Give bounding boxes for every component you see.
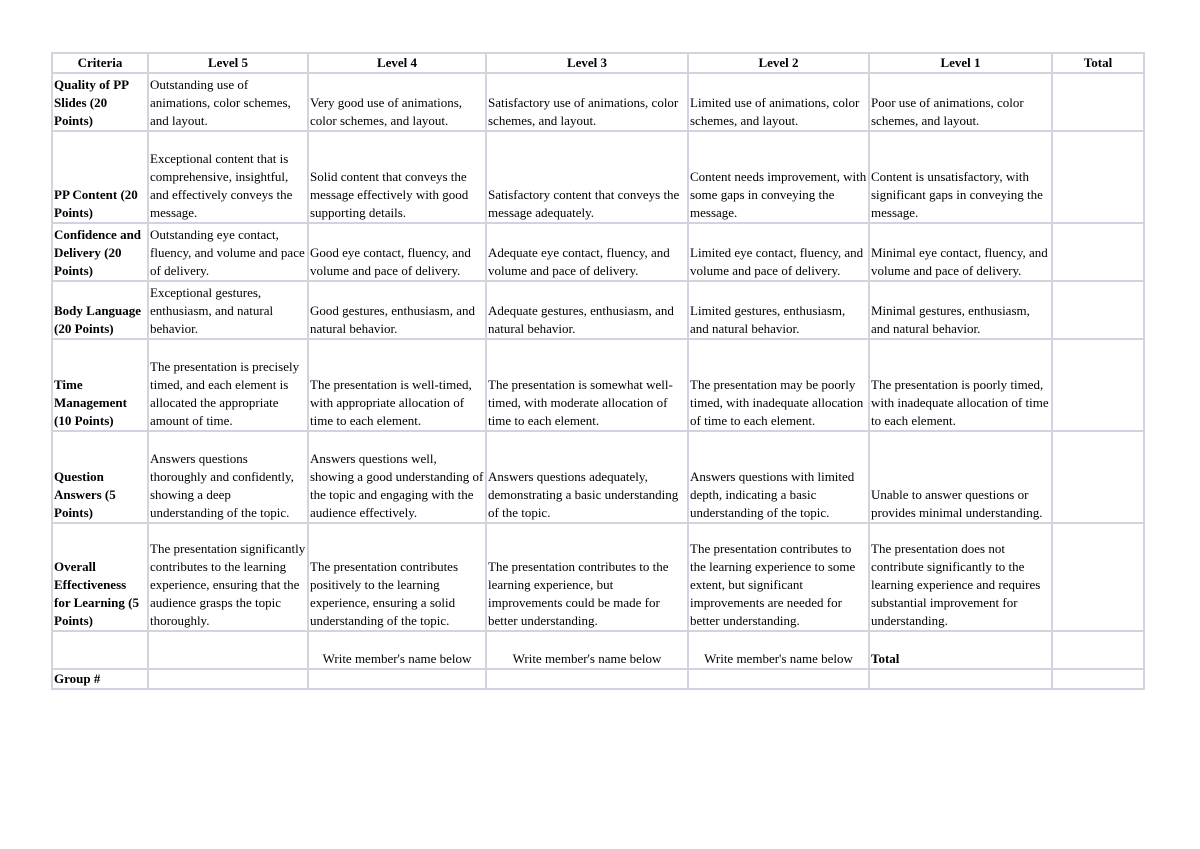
header-level-3: Level 3 [486, 53, 688, 73]
level-2-cell[interactable]: The presentation may be poorly timed, with inadequate allocation of time to each element. [688, 339, 869, 431]
header-row [52, 53, 1144, 73]
level-2-cell[interactable]: Content needs improvement, with some gaps in conveying the message. [688, 131, 869, 223]
header-total: Total [1052, 53, 1144, 73]
level-3-cell[interactable]: The presentation contributes to the learning experience, but improvements could be made for better understanding. [486, 523, 688, 631]
level-5-cell[interactable]: Exceptional gestures, enthusiasm, and natural behavior. [148, 281, 308, 339]
level-4-cell[interactable]: Very good use of animations, color schemes, and layout. [308, 73, 486, 131]
group-row [52, 669, 1144, 689]
level-5-cell[interactable]: Exceptional content that is comprehensive, insightful, and effectively conveys the message. [148, 131, 308, 223]
total-cell[interactable] [1052, 73, 1144, 131]
total-cell[interactable] [1052, 281, 1144, 339]
empty-cell[interactable] [1052, 669, 1144, 689]
member-name-instruction: Write member's name below [688, 631, 869, 669]
level-4-cell[interactable]: Solid content that conveys the message effectively with good supporting details. [308, 131, 486, 223]
member-name-cell[interactable] [148, 669, 308, 689]
member-name-cell[interactable] [688, 669, 869, 689]
level-2-cell[interactable]: Limited eye contact, fluency, and volume and pace of delivery. [688, 223, 869, 281]
member-name-cell[interactable] [308, 669, 486, 689]
level-5-cell[interactable]: The presentation significantly contributes to the learning experience, ensuring that the audience grasps the topic thoroughly. [148, 523, 308, 631]
criteria-cell: Time Management (10 Points) [52, 339, 148, 431]
total-cell[interactable] [1052, 339, 1144, 431]
header-level-5: Level 5 [148, 53, 308, 73]
total-value-cell[interactable] [869, 669, 1052, 689]
criteria-cell: Overall Effectiveness for Learning (5 Points) [52, 523, 148, 631]
level-4-cell[interactable]: Good eye contact, fluency, and volume and pace of delivery. [308, 223, 486, 281]
level-5-cell[interactable]: Outstanding eye contact, fluency, and volume and pace of delivery. [148, 223, 308, 281]
level-3-cell[interactable]: Satisfactory use of animations, color schemes, and layout. [486, 73, 688, 131]
member-name-instruction: Write member's name below [308, 631, 486, 669]
header-level-2: Level 2 [688, 53, 869, 73]
empty-cell[interactable] [52, 631, 148, 669]
level-5-cell[interactable]: Outstanding use of animations, color schemes, and layout. [148, 73, 308, 131]
level-3-cell[interactable]: Satisfactory content that conveys the message adequately. [486, 131, 688, 223]
level-1-cell[interactable]: Content is unsatisfactory, with significant gaps in conveying the message. [869, 131, 1052, 223]
level-3-cell[interactable]: The presentation is somewhat well-timed, with moderate allocation of time to each element. [486, 339, 688, 431]
table-row [52, 339, 1144, 431]
level-2-cell[interactable]: Limited use of animations, color schemes, and layout. [688, 73, 869, 131]
table-row [52, 223, 1144, 281]
level-1-cell[interactable]: Poor use of animations, color schemes, and layout. [869, 73, 1052, 131]
criteria-cell: Question Answers (5 Points) [52, 431, 148, 523]
level-5-cell[interactable]: Answers questions thoroughly and confidently, showing a deep understanding of the topic. [148, 431, 308, 523]
header-level-4: Level 4 [308, 53, 486, 73]
level-4-cell[interactable]: The presentation is well-timed, with appropriate allocation of time to each element. [308, 339, 486, 431]
level-2-cell[interactable]: The presentation contributes to the learning experience to some extent, but significant improvements are needed for better understanding. [688, 523, 869, 631]
group-label: Group # [52, 669, 148, 689]
member-name-cell[interactable] [486, 669, 688, 689]
empty-cell[interactable] [148, 631, 308, 669]
member-names-row [52, 631, 1144, 669]
level-3-cell[interactable]: Adequate eye contact, fluency, and volume and pace of delivery. [486, 223, 688, 281]
level-3-cell[interactable]: Adequate gestures, enthusiasm, and natural behavior. [486, 281, 688, 339]
level-1-cell[interactable]: The presentation does not contribute significantly to the learning experience and requires substantial improvement for understanding. [869, 523, 1052, 631]
level-4-cell[interactable]: The presentation contributes positively to the learning experience, ensuring a solid understanding of the topic. [308, 523, 486, 631]
total-label: Total [869, 631, 1052, 669]
level-4-cell[interactable]: Good gestures, enthusiasm, and natural behavior. [308, 281, 486, 339]
level-1-cell[interactable]: Minimal gestures, enthusiasm, and natural behavior. [869, 281, 1052, 339]
header-criteria: Criteria [52, 53, 148, 73]
table-row [52, 131, 1144, 223]
total-cell[interactable] [1052, 223, 1144, 281]
level-1-cell[interactable]: Unable to answer questions or provides minimal understanding. [869, 431, 1052, 523]
criteria-cell: PP Content (20 Points) [52, 131, 148, 223]
criteria-cell: Body Language (20 Points) [52, 281, 148, 339]
level-1-cell[interactable]: The presentation is poorly timed, with inadequate allocation of time to each element. [869, 339, 1052, 431]
total-cell[interactable] [1052, 131, 1144, 223]
level-2-cell[interactable]: Answers questions with limited depth, indicating a basic understanding of the topic. [688, 431, 869, 523]
level-2-cell[interactable]: Limited gestures, enthusiasm, and natural behavior. [688, 281, 869, 339]
table-row [52, 73, 1144, 131]
table-row [52, 431, 1144, 523]
level-1-cell[interactable]: Minimal eye contact, fluency, and volume and pace of delivery. [869, 223, 1052, 281]
criteria-cell: Quality of PP Slides (20 Points) [52, 73, 148, 131]
table-row [52, 281, 1144, 339]
level-5-cell[interactable]: The presentation is precisely timed, and each element is allocated the appropriate amount of time. [148, 339, 308, 431]
rubric-table [51, 52, 1145, 690]
table-row [52, 523, 1144, 631]
member-name-instruction: Write member's name below [486, 631, 688, 669]
empty-cell[interactable] [1052, 631, 1144, 669]
header-level-1: Level 1 [869, 53, 1052, 73]
level-4-cell[interactable]: Answers questions well, showing a good understanding of the topic and engaging with the audience effectively. [308, 431, 486, 523]
total-cell[interactable] [1052, 523, 1144, 631]
level-3-cell[interactable]: Answers questions adequately, demonstrating a basic understanding of the topic. [486, 431, 688, 523]
total-cell[interactable] [1052, 431, 1144, 523]
criteria-cell: Confidence and Delivery (20 Points) [52, 223, 148, 281]
